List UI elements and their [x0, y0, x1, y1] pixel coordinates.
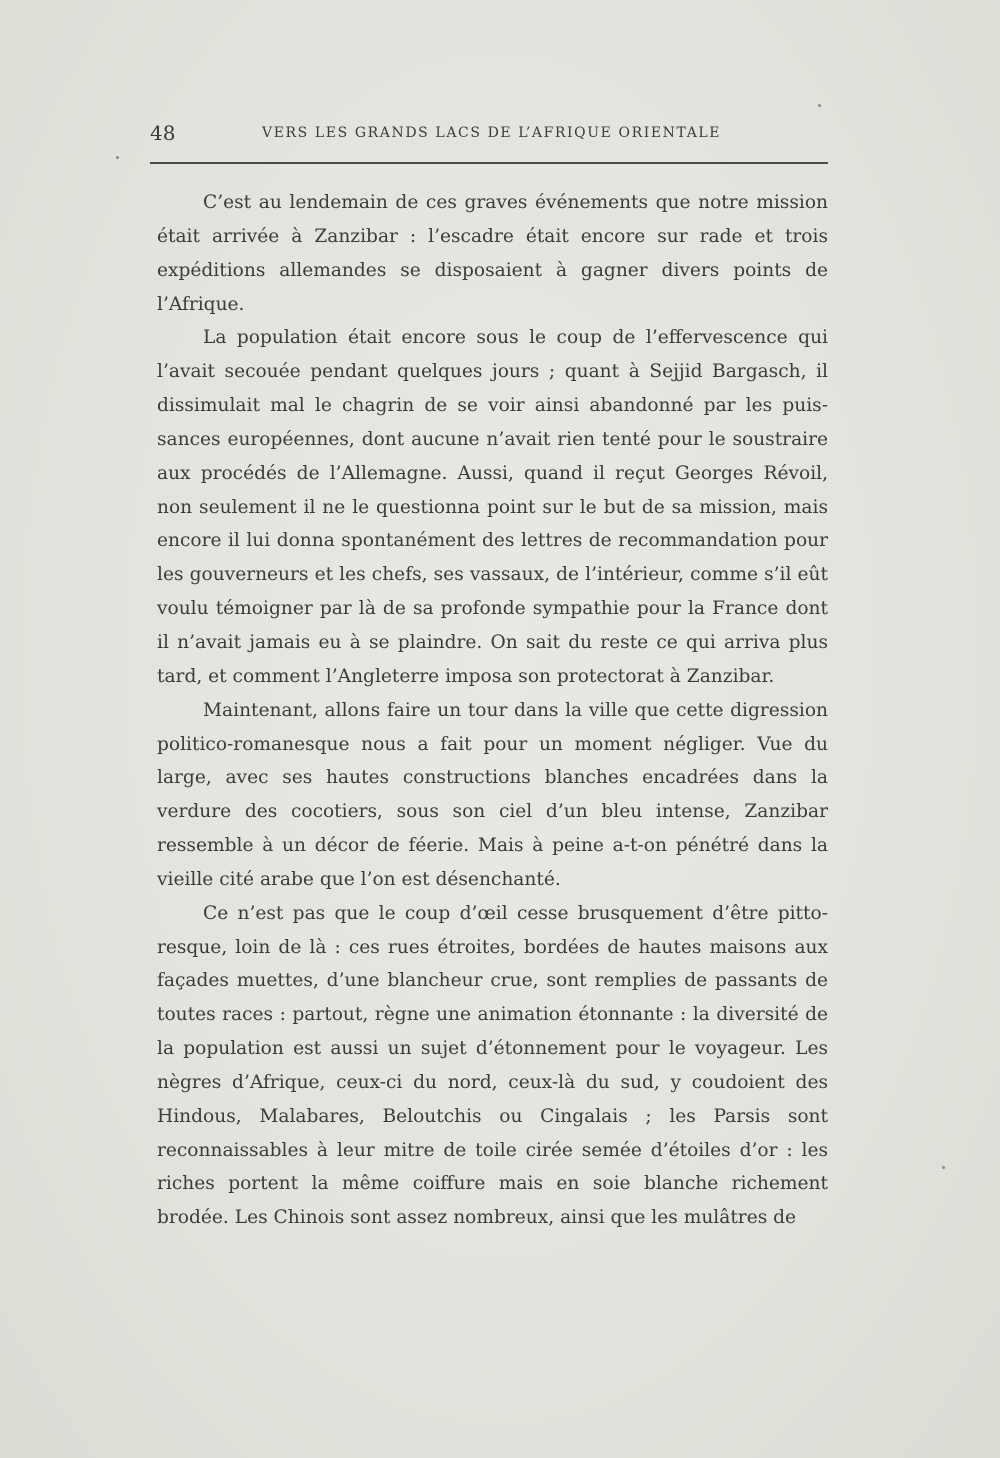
- body-text: [157, 186, 828, 1235]
- page-number: 48: [150, 121, 176, 145]
- paragraph-2: La population était encore sous le coup de l’effervescence qui l’avait secouée pendant quelques jours ; quant à Sejjid Bargasch, il dissimulait mal le chagrin de se voir ainsi abandonné par les puissances européennes, dont aucune n’avait rien tenté pour le soustraire aux procédés de l’Allemagne. Aussi, quand il reçut Georges Révoil, non seulement il ne le questionna point sur le but de sa mission, mais encore il lui donna spontanément des lettres de recommandation pour les gouverneurs et les chefs, ses vassaux, de l’intérieur, comme s’il eût voulu témoigner par là de sa profonde sympathie pour la France dont il n’avait jamais eu à se plaindre. On sait du reste ce qui arriva plus tard, et comment l’Angleterre imposa son protectorat à Zanzibar.: [157, 327, 828, 687]
- paragraph-4: Ce n’est pas que le coup d’œil cesse brusquement d’être pittoresque, loin de là : ces rues étroites, bordées de hautes maisons aux façades muettes, d’une blancheur crue, sont remplies de passants de toutes races : partout, règne une animation étonnante : la diversité de la population est aussi un sujet d’étonnement pour le voyageur. Les nègres d’Afrique, ceux-ci du nord, ceux-là du sud, y coudoient des Hindous, Malabares, Beloutchis ou Cingalais ; les Parsis sont reconnaissables à leur mitre de toile cirée semée d’étoiles d’or : les riches portent la même coiffure mais en soie blanche richement brodée. Les Chinois sont assez nombreux, ainsi que les mulâtres de: [157, 902, 828, 1229]
- running-title: VERS LES GRANDS LACS DE L’AFRIQUE ORIENTALE: [262, 125, 722, 141]
- paragraph-3: Maintenant, allons faire un tour dans la ville que cette digression politico-romanesque nous a fait pour un moment négliger. Vue du large, avec ses hautes constructions blanches encadrées dans la verdure des cocotiers, sous son ciel d’un bleu intense, Zanzibar ressemble à un décor de féerie. Mais à peine a-t-on pénétré dans la vieille cité arabe que l’on est désenchanté.: [157, 699, 828, 890]
- paper-speck: [116, 156, 119, 159]
- header-rule: [150, 162, 828, 164]
- paper-speck: [818, 104, 821, 107]
- running-head: [150, 118, 828, 148]
- paper-speck: [942, 1166, 945, 1169]
- paragraph-1: C’est au lendemain de ces graves événements que notre mission était arrivée à Zanzibar : l’escadre était encore sur rade et trois expéditions allemandes se disposaient à gagner divers points de l’Afrique.: [157, 192, 828, 315]
